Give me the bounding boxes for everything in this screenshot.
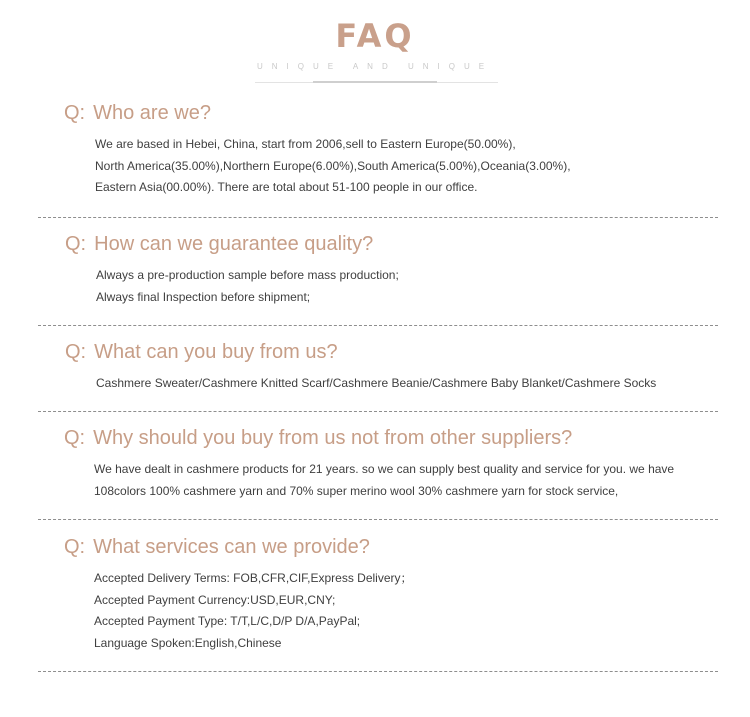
question-prefix: Q: bbox=[65, 233, 87, 255]
question-text: How can we guarantee quality? bbox=[94, 233, 374, 255]
faq-question bbox=[65, 231, 373, 257]
faq-answer bbox=[96, 373, 656, 395]
faq-header bbox=[0, 0, 750, 90]
question-text: Who are we? bbox=[93, 102, 211, 124]
faq-answer bbox=[96, 265, 399, 308]
dashed-divider bbox=[38, 411, 718, 412]
header-underline-accent bbox=[313, 81, 437, 83]
faq-answer bbox=[95, 134, 571, 199]
faq-question bbox=[64, 425, 572, 451]
answer-line: Accepted Payment Type: T/T,L/C,D/P D/A,PayPal; bbox=[94, 614, 361, 628]
answer-line: 108colors 100% cashmere yarn and 70% super merino wool 30% cashmere yarn for stock service, bbox=[94, 483, 619, 498]
question-text: What services can we provide? bbox=[93, 536, 370, 558]
faq-answer bbox=[94, 459, 674, 502]
page-subtitle: UNIQUE AND UNIQUE bbox=[256, 62, 494, 71]
faq-answer bbox=[94, 568, 413, 654]
answer-line: North America(35.00%),Northern Europe(6.00%),South America(5.00%),Oceania(3.00%), bbox=[95, 158, 571, 173]
answer-line: Eastern Asia(00.00%). There are total about 51-100 people in our office. bbox=[95, 180, 478, 194]
question-prefix: Q: bbox=[64, 536, 86, 558]
question-prefix: Q: bbox=[64, 427, 86, 449]
answer-line: Always final Inspection before shipment; bbox=[96, 289, 311, 304]
answer-line: Always a pre-production sample before mass production; bbox=[96, 268, 399, 282]
answer-line: Cashmere Sweater/Cashmere Knitted Scarf/Cashmere Beanie/Cashmere Baby Blanket/Cashmere Socks bbox=[96, 376, 657, 390]
faq-question bbox=[64, 100, 211, 126]
answer-line: Accepted Delivery Terms: FOB,CFR,CIF,Express Delivery； bbox=[94, 571, 413, 585]
answer-line: We are based in Hebei, China, start from 2006,sell to Eastern Europe(50.00%), bbox=[95, 137, 516, 151]
answer-line: We have dealt in cashmere products for 21 years. so we can supply best quality and service for you. we have bbox=[94, 462, 675, 476]
answer-line: Accepted Payment Currency:USD,EUR,CNY; bbox=[94, 592, 336, 607]
question-prefix: Q: bbox=[65, 341, 87, 363]
faq-question bbox=[65, 339, 338, 365]
dashed-divider bbox=[38, 519, 718, 520]
dashed-divider bbox=[38, 325, 718, 326]
page-title: FAQ bbox=[335, 17, 415, 55]
dashed-divider bbox=[38, 671, 718, 672]
dashed-divider bbox=[38, 217, 718, 218]
question-prefix: Q: bbox=[64, 102, 86, 124]
answer-line: Language Spoken:English,Chinese bbox=[94, 635, 282, 650]
faq-question bbox=[64, 534, 370, 560]
question-text: Why should you buy from us not from other suppliers? bbox=[93, 427, 573, 449]
question-text: What can you buy from us? bbox=[94, 341, 338, 363]
